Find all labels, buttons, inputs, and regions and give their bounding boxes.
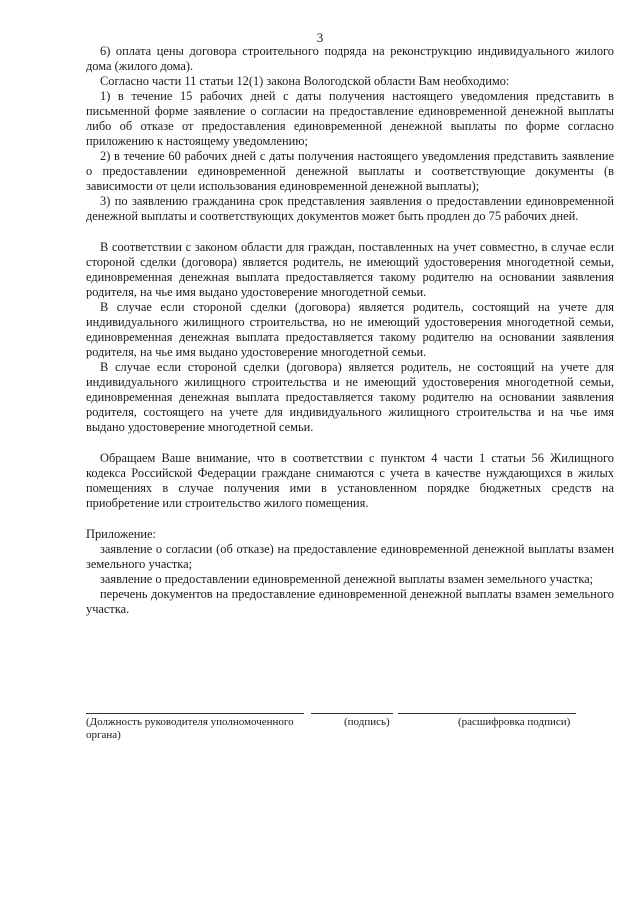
appendix-item-3: перечень документов на предоставление единовременной денежной выплаты взамен земельного участка.: [86, 587, 614, 616]
position-caption: (Должность руководителя уполномоченного органа): [86, 716, 294, 741]
paragraph-parent-registered: В случае если стороной сделки (договора) является родитель, состоящий на учете для индивидуального жилищного строительства, но не имеющий удостоверения многодетной семьи, единовременная денежная выплата предоставляется такому родителю на основании заявления родителя, на чье имя выдано удостоверение многодетной семьи.: [86, 300, 614, 359]
paragraph-parent-not-registered: В случае если стороной сделки (договора) является родитель, не состоящий на учете для индивидуального жилищного строительства и не имеющий удостоверения многодетной семьи, единовременная денежная выплата предоставляется такому родителю на основании заявления родителя, состоящего на учете для индивидуального жилищного строительства и на чье имя выдано удостоверение многодетной семьи.: [86, 360, 614, 434]
paragraph-joint-registration: В соответствии с законом области для граждан, поставленных на учет совместно, в случае если стороной сделки (договора) является родитель, не имеющий удостоверения многодетной семьи, единовременная денежная выплата предоставляется такому родителю на основании заявления родителя, на чье имя выдано удостоверение многодетной семьи.: [86, 240, 614, 299]
decoding-line: [398, 713, 576, 714]
document-body: [86, 44, 614, 617]
decoding-caption: (расшифровка подписи): [458, 716, 571, 728]
law-reference: Согласно части 11 статьи 12(1) закона Вологодской области Вам необходимо:: [100, 74, 510, 88]
position-line: [86, 713, 304, 714]
item-6: 6) оплата цены договора строительного подряда на реконструкцию индивидуального жилого дома (жилого дома).: [86, 44, 614, 73]
paragraph-attention: Обращаем Ваше внимание, что в соответствии с пунктом 4 части 1 статьи 56 Жилищного кодекса Российской Федерации граждане снимаются с учета в качестве нуждающихся в жилых помещениях в случае получения ими в установленном порядке бюджетных средств на приобретение или строительство жилого помещения.: [86, 451, 614, 510]
requirement-1: 1) в течение 15 рабочих дней с даты получения настоящего уведомления представить в письменной форме заявление о согласии на предоставление единовременной денежной выплаты либо об отказе от предоставления единовременной денежной выплаты по форме согласно приложению к настоящему уведомлению;: [86, 89, 614, 148]
requirement-3: 3) по заявлению гражданина срок представления заявления о предоставлении единовременной денежной выплаты и соответствующих документов может быть продлен до 75 рабочих дней.: [86, 194, 614, 223]
page-number: 3: [316, 30, 324, 45]
requirement-2: 2) в течение 60 рабочих дней с даты получения настоящего уведомления представить заявление о предоставлении единовременной денежной выплаты и соответствующие документы (в зависимости от цели использования единовременной денежной выплаты);: [86, 149, 614, 193]
appendix-item-1: заявление о согласии (об отказе) на предоставление единовременной денежной выплаты взамен земельного участка;: [86, 542, 614, 571]
signature-line: [311, 713, 393, 714]
signature-block: [86, 705, 614, 745]
appendix-item-2: заявление о предоставлении единовременной денежной выплаты взамен земельного участка;: [100, 572, 594, 586]
signature-caption: (подпись): [344, 716, 390, 728]
appendix-title: Приложение:: [86, 527, 156, 541]
